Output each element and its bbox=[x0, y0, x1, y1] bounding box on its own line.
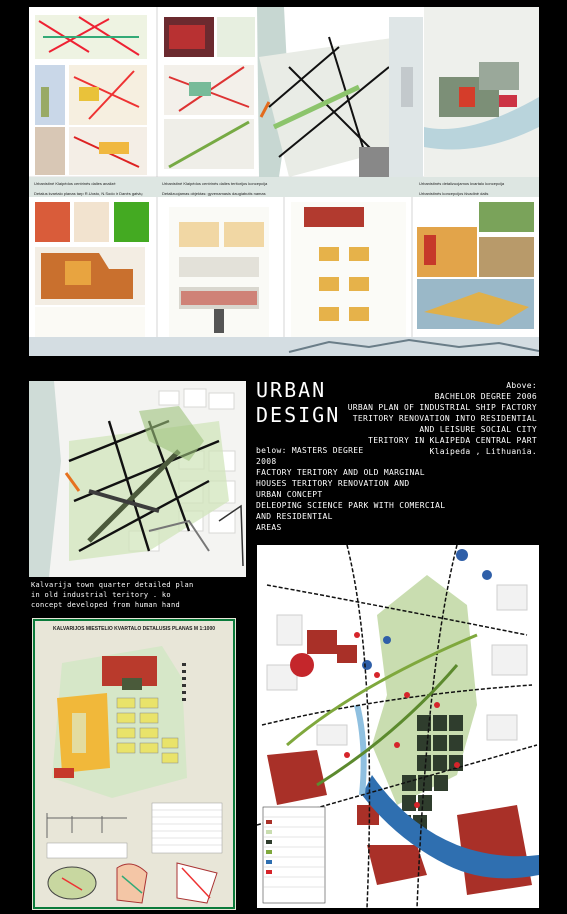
above-line: AND LEISURE SOCIAL CITY bbox=[419, 425, 537, 434]
kalvarija-caption-line: in old industrial teritory . ko bbox=[31, 591, 171, 599]
below-line: 2008 bbox=[256, 457, 277, 466]
title-line-1: URBAN bbox=[256, 378, 327, 402]
below-line: HOUSES TERITORY RENOVATION AND bbox=[256, 479, 410, 488]
below-line: AREAS bbox=[256, 523, 282, 532]
below-line: FACTORY TERITORY AND OLD MARGINAL bbox=[256, 468, 425, 477]
kalvarija-plan-graphic bbox=[32, 618, 236, 910]
masters-plan-large-graphic bbox=[257, 545, 539, 908]
board-caption-3: Urbanistinės detalizuojamos kvartalo koncepcija bbox=[419, 181, 505, 186]
below-line: URBAN CONCEPT bbox=[256, 490, 323, 499]
board-caption-1: Urbanistinė Klaipėdos centrinės dalies analizė bbox=[34, 181, 116, 186]
title-line-2: DESIGN bbox=[256, 403, 341, 427]
below-line: AND RESIDENTIAL bbox=[256, 512, 333, 521]
kalvarija-plan-title: KALVARIJOS MIESTELIO KVARTALO DETALUSIS PLANAS M 1:1000 bbox=[52, 626, 216, 632]
masters-plan-small-graphic bbox=[29, 381, 246, 577]
below-line: DELEOPING SCIENCE PARK WITH COMERCIAL bbox=[256, 501, 446, 510]
kalvarija-plan-board bbox=[32, 618, 236, 910]
board-caption-6: Urbanistinės koncepcijos išvadinė dalis bbox=[419, 191, 489, 196]
kalvarija-caption-line: concept developed from human hand bbox=[31, 601, 180, 609]
above-line: TERITORY IN KLAIPEDA CENTRAL PART bbox=[368, 436, 537, 445]
board-caption-5: Detalizuojamas objektas: gyvenamasis daugiabutis namas bbox=[162, 191, 266, 196]
masters-plan-large bbox=[257, 545, 539, 908]
above-line: TERITORY RENOVATION INTO RESIDENTIAL bbox=[352, 414, 537, 423]
above-line: BACHELOR DEGREE 2006 bbox=[434, 392, 537, 401]
board-caption-2: Urbanistinė Klaipėdos centrinės dalies teritorijos koncepcija bbox=[162, 181, 268, 186]
kalvarija-caption bbox=[31, 580, 261, 610]
masters-description bbox=[256, 445, 476, 533]
above-line: URBAN PLAN OF INDUSTRIAL SHIP FACTORY bbox=[347, 403, 537, 412]
kalvarija-caption-line: Kalvarija town quarter detailed plan bbox=[31, 581, 194, 589]
masters-plan-small bbox=[29, 381, 246, 577]
above-heading: Above: bbox=[506, 381, 537, 390]
bachelor-board bbox=[29, 7, 539, 356]
below-line: below: MASTERS DEGREE bbox=[256, 446, 364, 455]
above-line: Klaipeda , Lithuania. bbox=[429, 447, 537, 456]
board-caption-4: Detalus kvartalo planas tarp R.Uosto, N.Sodo ir Danės gatvių bbox=[34, 191, 143, 196]
